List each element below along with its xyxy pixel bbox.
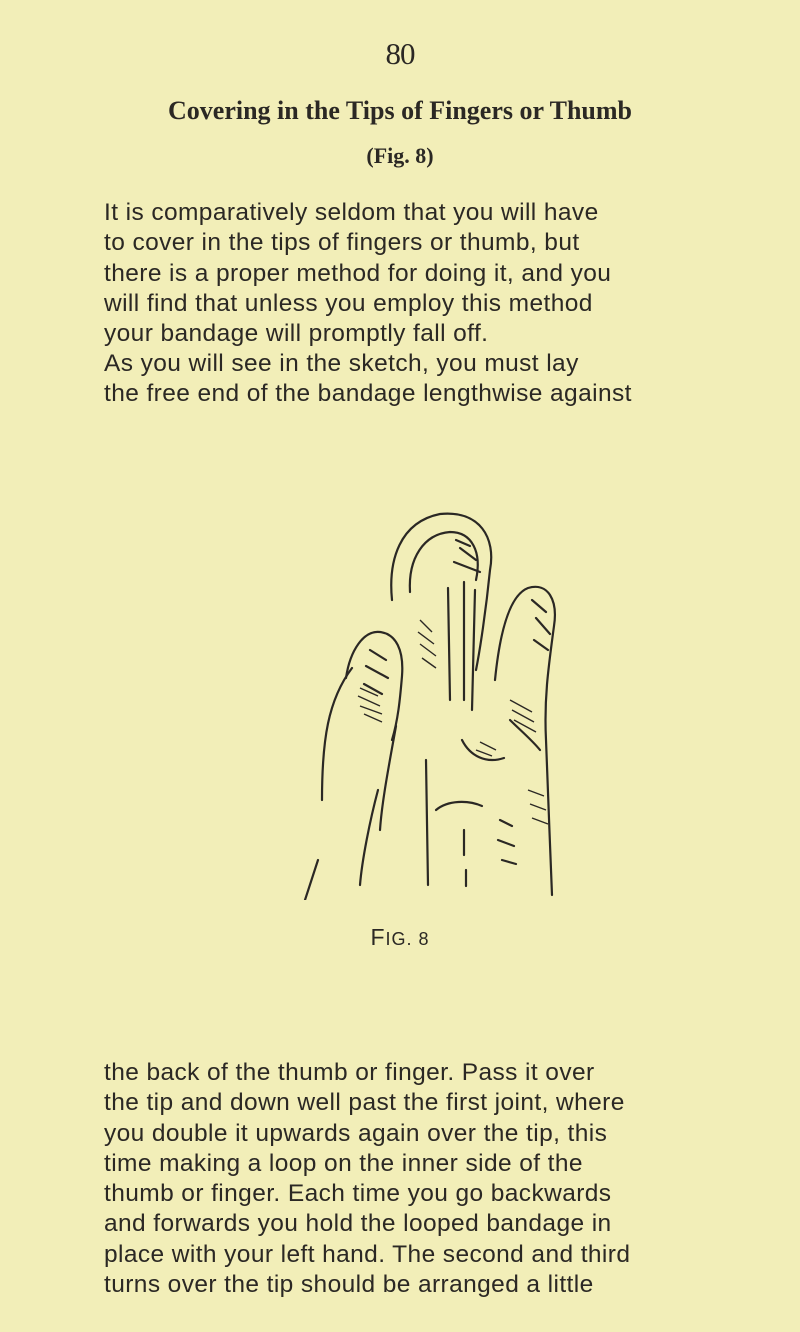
text-line: and forwards you hold the looped bandage in <box>104 1210 612 1238</box>
page-number: 80 <box>385 36 415 71</box>
text-line: will find that unless you employ this method <box>104 289 593 317</box>
text-line: It is comparatively seldom that you will have <box>104 199 599 226</box>
text-line: As you will see in the sketch, you must lay <box>104 350 579 377</box>
text-line: place with your left hand. The second and third <box>104 1240 631 1268</box>
text-line: to cover in the tips of fingers or thumb, but <box>104 229 580 257</box>
text-line: the free end of the bandage lengthwise against <box>104 380 632 408</box>
section-heading: Covering in the Tips of Fingers or Thumb <box>168 96 632 125</box>
text-line: your bandage will promptly fall off. <box>104 320 489 348</box>
text-line: the back of the thumb or finger. Pass it over <box>104 1059 595 1086</box>
text-line: thumb or finger. Each time you go backwards <box>104 1180 612 1208</box>
paragraph-2 <box>104 349 764 410</box>
figure-caption <box>0 924 800 951</box>
section-subheading: (Fig. 8) <box>366 143 434 168</box>
caption-rest: IG. 8 <box>385 929 430 949</box>
paragraph-3 <box>104 1058 764 1300</box>
bandaged-finger-illustration <box>300 500 575 900</box>
caption-initial: F <box>370 924 386 950</box>
text-line: turns over the tip should be arranged a little <box>104 1271 594 1299</box>
text-line: you double it upwards again over the tip, this <box>104 1119 608 1147</box>
text-line: time making a loop on the inner side of the <box>104 1149 583 1177</box>
paragraph-1 <box>104 198 764 349</box>
text-line: there is a proper method for doing it, and you <box>104 259 612 287</box>
text-line: the tip and down well past the first joint, where <box>104 1089 625 1117</box>
